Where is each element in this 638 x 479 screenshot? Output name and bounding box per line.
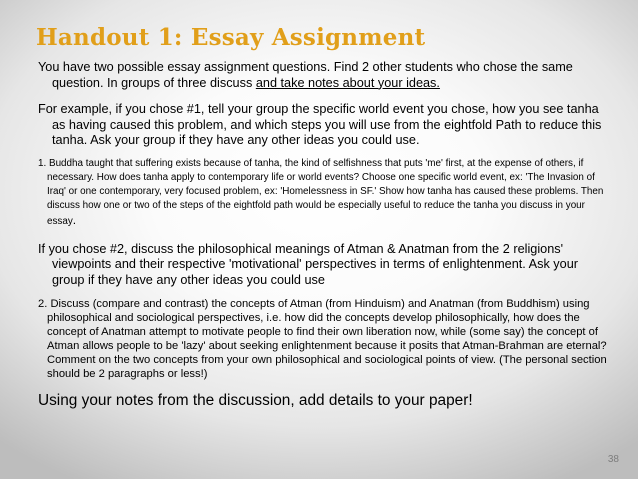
slide-title: Handout 1: Essay Assignment [36, 24, 426, 51]
instructions-paragraph [38, 60, 608, 91]
instructions-underlined-text: and take notes about your ideas. [255, 75, 440, 90]
question-1-paragraph [38, 157, 608, 229]
page-number: 38 [607, 454, 619, 465]
instructions-text: You have two possible essay assignment questions. Find 2 other students who chose the same question. In groups of three discuss [38, 60, 573, 90]
question-1-text: 1. Buddha taught that suffering exists because of tanha, the kind of selfishness that puts 'me' first, at the expense of others, if necessary. How does tanha apply to contemporary life or world events? Choose one specific world event, ex: 'The Invasion of Iraq' or one contemporary, very focused problem, ex: 'Homelessness in SF.' Show how tanha has caused these problems. Then discuss how one or two of the steps of the eightfold path would be especially useful to reduce the tanha you discuss in your essay [38, 157, 604, 227]
question-1-period: . [72, 212, 77, 227]
example-paragraph: For example, if you chose #1, tell your group the specific world event you chose, how you see tanha as having caused this problem, and which steps you will use from the eightfold Path to reduce this tanha. Ask your group if they have any other ideas you could use. [38, 102, 602, 147]
slide-body [38, 60, 608, 410]
question-2-instructions-paragraph: If you chose #2, discuss the philosophical meanings of Atman & Anatman from the 2 religions' viewpoints and their respective 'motivational' perspectives in terms of enlightenment. Ask your group if they have any other ideas you could use [38, 241, 578, 287]
closing-instruction: Using your notes from the discussion, add details to your paper! [38, 392, 473, 409]
question-2-paragraph: 2. Discuss (compare and contrast) the concepts of Atman (from Hinduism) and Anatman (from Buddhism) using philosophical and sociological perspectives, i.e. how did the concepts develop philosophically, how does the concept of Anatman attempt to motivate people to find their own liberation now, while (some say) the concept of Atman allows people to be 'lazy' about seeking enlightenment because it posits that Atman-Brahman are eternal? Comment on the two concepts from your own philosophical and sociological points of view. (The personal section should be 2 paragraphs or less!) [38, 298, 607, 380]
